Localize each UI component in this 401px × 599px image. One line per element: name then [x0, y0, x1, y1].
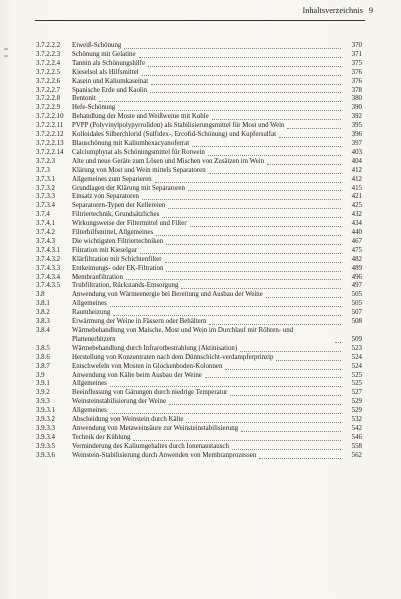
toc-entry-page: 370 — [351, 42, 362, 49]
toc-entry — [36, 229, 362, 238]
toc-entry-title: Weinstein-Stabilisierung durch Anwenden von Membranprozessen — [72, 451, 257, 459]
toc-entry-title: Filtration mit Kieselgur — [72, 246, 138, 254]
toc-entry — [36, 176, 362, 185]
toc-entry-page: 505 — [351, 300, 362, 308]
toc-entry-page: 558 — [351, 442, 362, 450]
toc-entry — [36, 309, 362, 318]
toc-entry-number: 3.9.3 — [36, 398, 50, 406]
toc-entry-page: 542 — [351, 424, 362, 432]
dot-leader — [139, 57, 341, 58]
dot-leader — [188, 190, 341, 191]
toc-entry-number: 3.7.2.2.10 — [36, 113, 64, 121]
dot-leader — [150, 92, 341, 93]
dot-leader — [156, 235, 341, 236]
toc-entry-page: 397 — [351, 139, 362, 147]
toc-entry — [36, 78, 362, 87]
dot-leader — [241, 431, 341, 432]
toc-entry-page: 529 — [351, 398, 362, 406]
toc-entry-title: Wärmebehandlung von Maische, Most und Wein im Durchlauf mit Röhren- und Plattenerhitzern — [72, 327, 294, 343]
toc-entry — [36, 256, 362, 265]
dot-leader — [110, 413, 341, 414]
dot-leader — [209, 173, 341, 174]
toc-entry-title: Separatoren-Typen der Kellereien — [72, 202, 166, 210]
toc-entry-number: 3.7.2.2.14 — [36, 148, 64, 156]
toc-entry-title: Spanische Erde und Kaolin — [72, 86, 148, 94]
toc-entry-number: 3.7.2.2.7 — [36, 86, 61, 94]
dot-leader — [142, 199, 341, 200]
toc-entry — [36, 60, 362, 69]
dot-leader — [142, 75, 341, 76]
toc-entry-page: 371 — [351, 50, 362, 58]
toc-entry-title: Anwendung von Metaweinsäure zur Weinsteinstabilisierung — [72, 424, 239, 432]
toc-entry-title: Weinsteinstabilisierung der Weine — [72, 398, 167, 406]
toc-entry-title: Technik der Kühlung — [72, 433, 131, 441]
toc-entry-page: 524 — [351, 362, 362, 370]
dot-leader — [287, 128, 341, 129]
toc-entry-title: Allgemeines zum Separieren — [72, 175, 152, 183]
toc-entry-page: 421 — [351, 193, 362, 201]
toc-entry — [36, 265, 362, 274]
toc-entry-title: Die wichtigsten Filtriertechniken — [72, 237, 164, 245]
toc-entry-number: 3.8.3 — [36, 318, 50, 326]
toc-entry-title: Filtriertechnik, Grundsätzliches — [72, 211, 160, 219]
dot-leader — [168, 208, 341, 209]
toc-entry-page: 403 — [351, 148, 362, 156]
toc-entry-title: Anwendung von Kälte beim Ausbau der Weine — [72, 371, 202, 379]
toc-entry-number: 3.7.2.2.6 — [36, 77, 61, 85]
toc-entry-number: 3.9.2 — [36, 389, 50, 397]
toc-entry-number: 3.9.3.3 — [36, 424, 55, 432]
toc-entry — [36, 274, 362, 283]
toc-entry-title: Eiweiß-Schönung — [72, 42, 122, 49]
toc-entry — [36, 372, 362, 381]
toc-entry-title: Blauschönung mit Kaliumhexacyanoferrat — [72, 139, 190, 147]
toc-entry-title: Bentonit — [72, 95, 96, 103]
toc-entry-page: 525 — [351, 371, 362, 379]
toc-entry-number: 3.7.2.2.5 — [36, 68, 61, 76]
toc-entry — [36, 69, 362, 78]
toc-entry-page: 412 — [351, 166, 362, 174]
toc-entry-title: Behandlung der Moste und Weißweine mit Kohle — [72, 113, 209, 121]
toc-entry-page: 440 — [351, 229, 362, 237]
toc-entry-number: 3.7.4.1 — [36, 220, 55, 228]
toc-entry-number: 3.7.3.1 — [36, 175, 55, 183]
toc-entry-page: 497 — [351, 282, 362, 290]
dot-leader — [192, 146, 341, 147]
toc-entry-title: Filterhilfsmittel, Allgemeines — [72, 229, 154, 237]
toc-entry — [36, 398, 362, 407]
toc-entry-page: 396 — [351, 131, 362, 139]
toc-entry — [36, 380, 362, 389]
toc-entry — [36, 407, 362, 416]
toc-entry-title: Wirkungsweise der Filtermittel und Filter — [72, 220, 187, 228]
toc-entry-title: Kieselsol als Hilfsmittel — [72, 68, 139, 76]
toc-entry — [36, 122, 362, 131]
toc-entry-page: 376 — [351, 77, 362, 85]
toc-entry-number: 3.7.4.3 — [36, 237, 55, 245]
binding-edge-marks — [4, 48, 10, 64]
toc-entry-page: 525 — [351, 380, 362, 388]
dot-leader — [166, 271, 341, 272]
toc-entry-title: Erwärmung der Weine in Fässern oder Behältern — [72, 318, 207, 326]
toc-entry-page: 378 — [351, 86, 362, 94]
dot-leader — [186, 422, 341, 423]
toc-entry — [36, 282, 362, 291]
dot-leader — [110, 386, 341, 387]
toc-entry-number: 3.8.7 — [36, 362, 50, 370]
toc-entry — [36, 113, 362, 122]
dot-leader — [205, 377, 341, 378]
toc-entry — [36, 95, 362, 104]
dot-leader — [110, 306, 341, 307]
dot-leader — [133, 440, 341, 441]
toc-entry-title: Allgemeines — [72, 300, 107, 308]
toc-entry-number: 3.8 — [36, 291, 45, 299]
toc-entry-title: Klärfiltration mit Schichtenfilter — [72, 255, 162, 263]
toc-entry — [36, 51, 362, 60]
toc-entry-page: 395 — [351, 122, 362, 130]
toc-entry-number: 3.7.2.2.9 — [36, 104, 61, 112]
toc-entry-page: 562 — [351, 451, 362, 459]
dot-leader — [151, 84, 341, 85]
toc-entry-page: 529 — [351, 407, 362, 415]
toc-entry-number: 3.8.5 — [36, 344, 50, 352]
toc-entry-number: 3.8.4 — [36, 327, 50, 334]
dot-leader — [113, 315, 341, 316]
toc-entry-number: 3.7.4.3.3 — [36, 264, 61, 272]
toc-entry-number: 3.7.2.2.8 — [36, 95, 61, 103]
toc-entry — [36, 149, 362, 158]
toc-entry-page: 509 — [351, 335, 362, 343]
running-head — [283, 6, 373, 15]
toc-entry-number: 3.7.4.3.5 — [36, 282, 61, 290]
toc-entry — [36, 291, 362, 300]
toc-entry — [36, 452, 362, 461]
toc-entry — [36, 247, 362, 256]
dot-leader — [208, 155, 341, 156]
dot-leader — [232, 449, 341, 450]
toc-entry-title: Wärmebehandlung durch Infrarotbestrahlung (Aktinisation) — [72, 344, 238, 352]
dot-leader — [266, 297, 341, 298]
toc-entry-number: 3.7.2.2.3 — [36, 50, 61, 58]
toc-entry — [36, 211, 362, 220]
dot-leader — [335, 342, 341, 343]
toc-entry-number: 3.9.3.1 — [36, 407, 55, 415]
toc-entry-title: Herstellung von Konzentraten nach dem Dünnschicht-verdampferprinzip — [72, 353, 274, 361]
toc-entry — [36, 443, 362, 452]
toc-entry-number: 3.8.2 — [36, 309, 50, 317]
toc-entry-page: 527 — [351, 389, 362, 397]
toc-entry-page: 390 — [351, 104, 362, 112]
toc-entry-title: Hefe-Schönung — [72, 104, 116, 112]
toc-entry-page: 507 — [351, 309, 362, 317]
header-rule — [35, 20, 365, 21]
toc-entry-title: Anwendung von Wärmeenergie bei Bereitung und Ausbau der Weine — [72, 291, 263, 299]
dot-leader — [162, 217, 341, 218]
toc-entry-title: Verminderung des Kaliumgehaltes durch Ionenaustausch — [72, 442, 229, 450]
dot-leader — [169, 404, 341, 405]
toc-entry-page: 432 — [351, 211, 362, 219]
toc-entry-page: 467 — [351, 237, 362, 245]
toc-entry-number: 3.7.3.4 — [36, 202, 55, 210]
toc-entry — [36, 389, 362, 398]
dot-leader — [209, 324, 341, 325]
toc-entry — [36, 238, 362, 247]
toc-entry-page: 482 — [351, 255, 362, 263]
toc-entry-number: 3.7.4.2 — [36, 229, 55, 237]
toc-entry-page: 475 — [351, 246, 362, 254]
toc-entry-title: Abscheidung von Weinstein durch Kälte — [72, 416, 184, 424]
toc-entry — [36, 345, 362, 354]
dot-leader — [126, 279, 341, 280]
toc-entry-title: Allgemeines — [72, 380, 107, 388]
toc-entry-number: 3.8.1 — [36, 300, 50, 308]
toc-entry-number: 3.7.2.2.2 — [36, 42, 61, 49]
dot-leader — [279, 137, 341, 138]
toc-entry-title: Beeinflussung von Gärungen durch niedrige Temperatur — [72, 389, 228, 397]
toc-entry-number: 3.8.6 — [36, 353, 50, 361]
toc-entry-title: Membranfiltration — [72, 273, 123, 281]
toc-entry-title: Kasein und Kaliumkaseinat — [72, 77, 149, 85]
dot-leader — [99, 101, 341, 102]
dot-leader — [124, 48, 341, 49]
toc-entry-page: 546 — [351, 433, 362, 441]
toc-entry — [36, 131, 362, 140]
toc-entry-title: Entschwefeln von Mosten in Glockenboden-Kolonnen — [72, 362, 223, 370]
toc-entry — [36, 300, 362, 309]
toc-entry-number: 3.7.3 — [36, 166, 50, 174]
dot-leader — [148, 66, 341, 67]
toc-entry — [36, 104, 362, 113]
dot-leader — [212, 119, 341, 120]
toc-entry-page: 532 — [351, 416, 362, 424]
toc-entry — [36, 416, 362, 425]
toc-entry — [36, 193, 362, 202]
toc-entry — [36, 354, 362, 363]
toc-entry-number: 3.7.4.3.2 — [36, 255, 61, 263]
toc-entry-title: Einsatz von Separatoren — [72, 193, 139, 201]
toc-entry-page: 434 — [351, 220, 362, 228]
toc-entry-page: 415 — [351, 184, 362, 192]
dot-leader — [230, 395, 341, 396]
toc-entry-page: 392 — [351, 113, 362, 121]
toc-entry — [36, 42, 362, 51]
toc-entry — [36, 202, 362, 211]
toc-entry-title: Grundlagen der Klärung mit Separatoren — [72, 184, 185, 192]
toc-entry-page: 404 — [351, 157, 362, 165]
toc-entry-number: 3.9.3.5 — [36, 442, 55, 450]
toc-entry-page: 523 — [351, 344, 362, 352]
toc-entry-number: 3.9 — [36, 371, 45, 379]
toc-entry — [36, 327, 362, 345]
toc-entry-number: 3.7.2.2.12 — [36, 131, 64, 139]
dot-leader — [155, 182, 341, 183]
toc-entry-title: Schönung mit Gelatine — [72, 50, 136, 58]
toc-entry-number: 3.9.3.2 — [36, 416, 55, 424]
toc-entry-number: 3.9.1 — [36, 380, 50, 388]
table-of-contents — [36, 42, 362, 461]
toc-entry-page: 524 — [351, 353, 362, 361]
toc-entry-title: Trubfiltration, Rückstands-Entsorgung — [72, 282, 179, 290]
toc-entry-page: 375 — [351, 59, 362, 67]
toc-entry-title: Raumheizung — [72, 309, 111, 317]
dot-leader — [267, 164, 341, 165]
toc-entry — [36, 434, 362, 443]
toc-entry — [36, 425, 362, 434]
toc-entry — [36, 220, 362, 229]
toc-entry-number: 3.9.3.4 — [36, 433, 55, 441]
running-head-title: Inhaltsverzeichnis — [302, 6, 363, 15]
toc-entry-page: 425 — [351, 202, 362, 210]
toc-entry-page: 505 — [351, 291, 362, 299]
toc-entry-title: Alte und neue Geräte zum Lösen und Mischen von Zusätzen im Wein — [72, 157, 265, 165]
toc-entry-title: Klärung von Most und Wein mittels Separatoren — [72, 166, 206, 174]
dot-leader — [166, 244, 341, 245]
toc-entry — [36, 167, 362, 176]
dot-leader — [190, 226, 341, 227]
toc-entry-number: 3.7.3.2 — [36, 184, 55, 192]
toc-entry-page: 376 — [351, 68, 362, 76]
toc-entry-number: 3.7.4.3.1 — [36, 246, 61, 254]
toc-entry-number: 3.7.4 — [36, 211, 50, 219]
toc-entry-title: PVPP (Polyvinylpolypyrrolidon) als Stabilisierungsmittel für Most und Wein — [72, 122, 285, 130]
toc-entry-title: Allgemeines — [72, 407, 107, 415]
toc-entry — [36, 158, 362, 167]
dot-leader — [276, 360, 341, 361]
dot-leader — [165, 262, 341, 263]
toc-entry — [36, 363, 362, 372]
dot-leader — [240, 351, 341, 352]
toc-entry-page: 380 — [351, 95, 362, 103]
toc-entry-number: 3.7.2.2.4 — [36, 59, 61, 67]
toc-entry-number: 3.9.3.6 — [36, 451, 55, 459]
toc-entry — [36, 185, 362, 194]
toc-entry — [36, 140, 362, 149]
toc-entry-title: Kolloidales Silberchlorid (Sulfidex-, Ercofid-Schönung) und Kupfersulfat — [72, 131, 276, 139]
toc-entry-number: 3.7.2.3 — [36, 157, 55, 165]
dot-leader — [225, 369, 341, 370]
toc-entry-number: 3.7.3.3 — [36, 193, 55, 201]
toc-entry-page: 412 — [351, 175, 362, 183]
toc-entry-title: Tannin als Schönungshilfe — [72, 59, 146, 67]
toc-entry — [36, 87, 362, 96]
toc-entry-page: 508 — [351, 318, 362, 326]
page-number: 9 — [368, 6, 373, 15]
toc-entry — [36, 318, 362, 327]
toc-entry-title: Entkeimungs- oder EK-Filtration — [72, 264, 164, 272]
toc-entry-page: 489 — [351, 264, 362, 272]
toc-entry-number: 3.7.2.2.13 — [36, 139, 64, 147]
dot-leader — [181, 288, 341, 289]
toc-entry-page: 496 — [351, 273, 362, 281]
dot-leader — [259, 458, 341, 459]
dot-leader — [118, 110, 341, 111]
toc-entry-number: 3.7.2.2.11 — [36, 122, 64, 130]
dot-leader — [140, 253, 341, 254]
toc-entry-title: Calciumphytat als Schönungsmittel für Rotwein — [72, 148, 205, 156]
toc-entry-number: 3.7.4.3.4 — [36, 273, 61, 281]
